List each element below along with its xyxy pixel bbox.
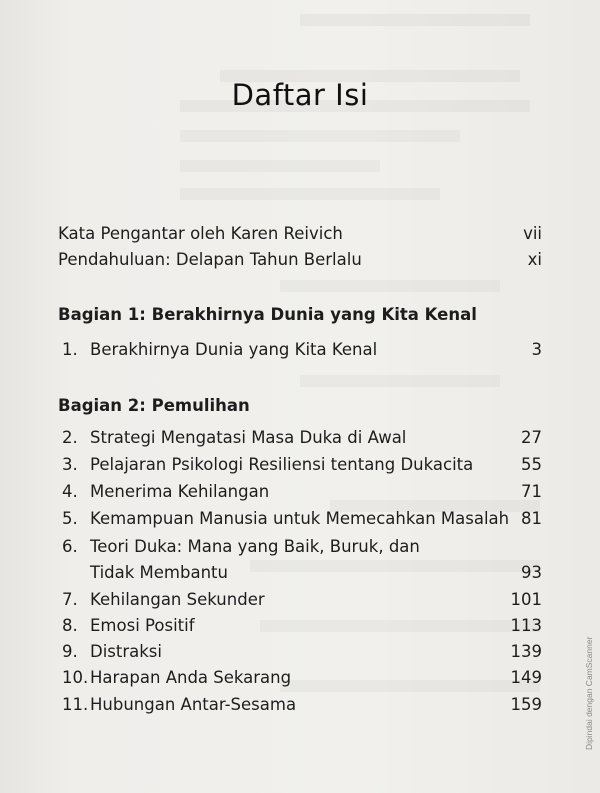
toc-page: 3 <box>531 340 542 359</box>
toc-row-continuation: Tidak Membantu 93 <box>90 563 542 582</box>
toc-row: 6. Teori Duka: Mana yang Baik, Buruk, dan <box>62 537 420 556</box>
section-heading-part1: Bagian 1: Berakhirnya Dunia yang Kita Kenal <box>58 305 477 324</box>
toc-row: 7. Kehilangan Sekunder 101 <box>62 590 542 609</box>
toc-number: 1. <box>62 340 78 359</box>
toc-row: 9. Distraksi 139 <box>62 642 542 661</box>
toc-page: vii <box>523 224 542 243</box>
toc-row: 10. Harapan Anda Sekarang 149 <box>62 668 542 687</box>
toc-row <box>58 338 542 362</box>
toc-row: 3. Pelajaran Psikologi Resiliensi tentang Dukacita 55 <box>62 455 542 474</box>
toc-row: 8. Emosi Positif 113 <box>62 616 542 635</box>
toc-label: Kata Pengantar oleh Karen Reivich <box>58 224 343 243</box>
toc-label: Berakhirnya Dunia yang Kita Kenal <box>90 340 378 359</box>
section-heading-part2: Bagian 2: Pemulihan <box>58 396 250 415</box>
toc-row-foreword <box>58 222 542 246</box>
toc-row: 11. Hubungan Antar-Sesama 159 <box>62 695 542 714</box>
toc-row: 2. Strategi Mengatasi Masa Duka di Awal 27 <box>62 428 542 447</box>
toc-page: xi <box>527 250 542 269</box>
toc-row: 5. Kemampuan Manusia untuk Memecahkan Masalah 81 <box>62 509 542 528</box>
scanner-watermark: Dipindai dengan CamScanner <box>584 636 594 750</box>
toc-label: Pendahuluan: Delapan Tahun Berlalu <box>58 250 362 269</box>
toc-row: 4. Menerima Kehilangan 71 <box>62 482 542 501</box>
page-title: Daftar Isi <box>231 78 369 112</box>
toc-row-introduction <box>58 248 542 272</box>
